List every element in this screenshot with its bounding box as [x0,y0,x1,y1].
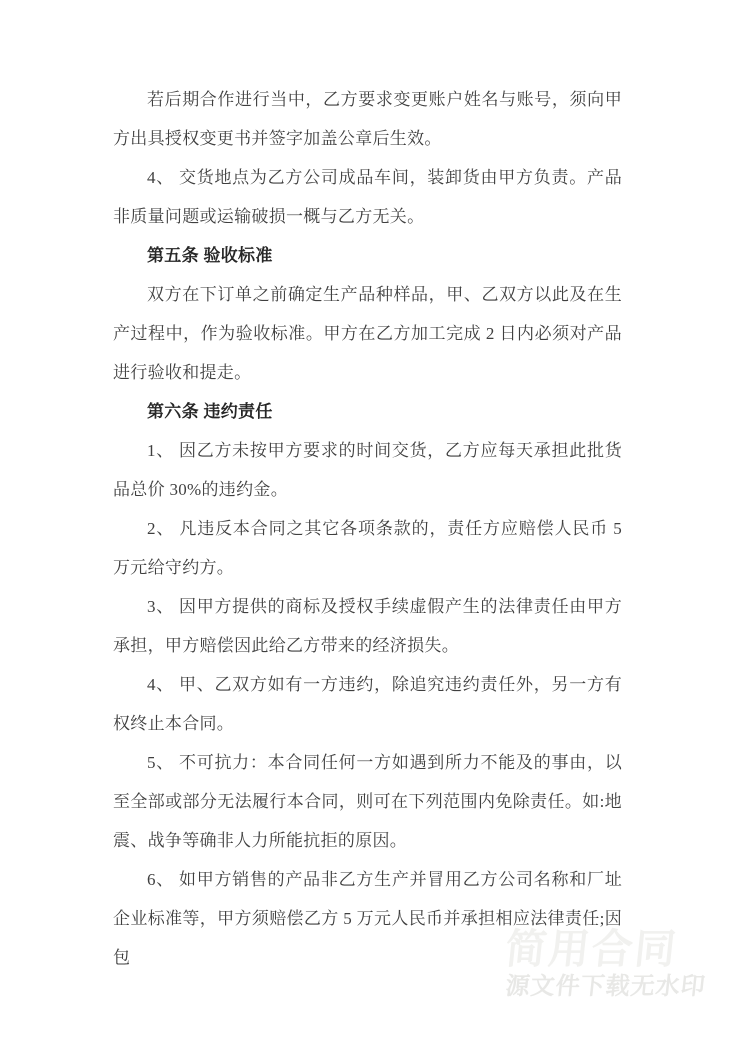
contract-paragraph: 6、 如甲方销售的产品非乙方生产并冒用乙方公司名称和厂址企业标准等，甲方须赔偿乙方 5 万元人民币并承担相应法律责任;因包 [113,870,622,967]
contract-paragraph: 4、 甲、乙双方如有一方违约，除追究违约责任外，另一方有权终止本合同。 [113,675,622,733]
contract-paragraph: 若后期合作进行当中，乙方要求变更账户姓名与账号，须向甲方出具授权变更书并签字加盖公章后生效。 [113,90,622,148]
contract-paragraph: 2、 凡违反本合同之其它各项条款的，责任方应赔偿人民币 5 万元给守约方。 [113,519,622,577]
contract-paragraph: 双方在下订单之前确定生产品种样品，甲、乙双方以此及在生产过程中，作为验收标准。甲方在乙方加工完成 2 日内必须对产品进行验收和提走。 [113,285,622,382]
contract-paragraph: 4、 交货地点为乙方公司成品车间，装卸货由甲方负责。产品非质量问题或运输破损一概与乙方无关。 [113,168,622,226]
contract-body [113,80,622,977]
contract-paragraph: 5、 不可抗力：本合同任何一方如遇到所力不能及的事由，以至全部或部分无法履行本合同，则可在下列范围内免除责任。如:地震、战争等确非人力所能抗拒的原因。 [113,753,622,850]
clause-heading: 第六条 违约责任 [147,402,273,421]
watermark-tagline-text: 源文件下载无水印 [504,973,708,1000]
clause-heading: 第五条 验收标准 [147,246,273,265]
contract-paragraph: 1、 因乙方未按甲方要求的时间交货，乙方应每天承担此批货品总价 30%的违约金。 [113,441,622,499]
watermark-brand-text: 简用合同 [503,926,681,972]
contract-paragraph: 3、 因甲方提供的商标及授权手续虚假产生的法律责任由甲方承担，甲方赔偿因此给乙方带来的经济损失。 [113,597,622,655]
